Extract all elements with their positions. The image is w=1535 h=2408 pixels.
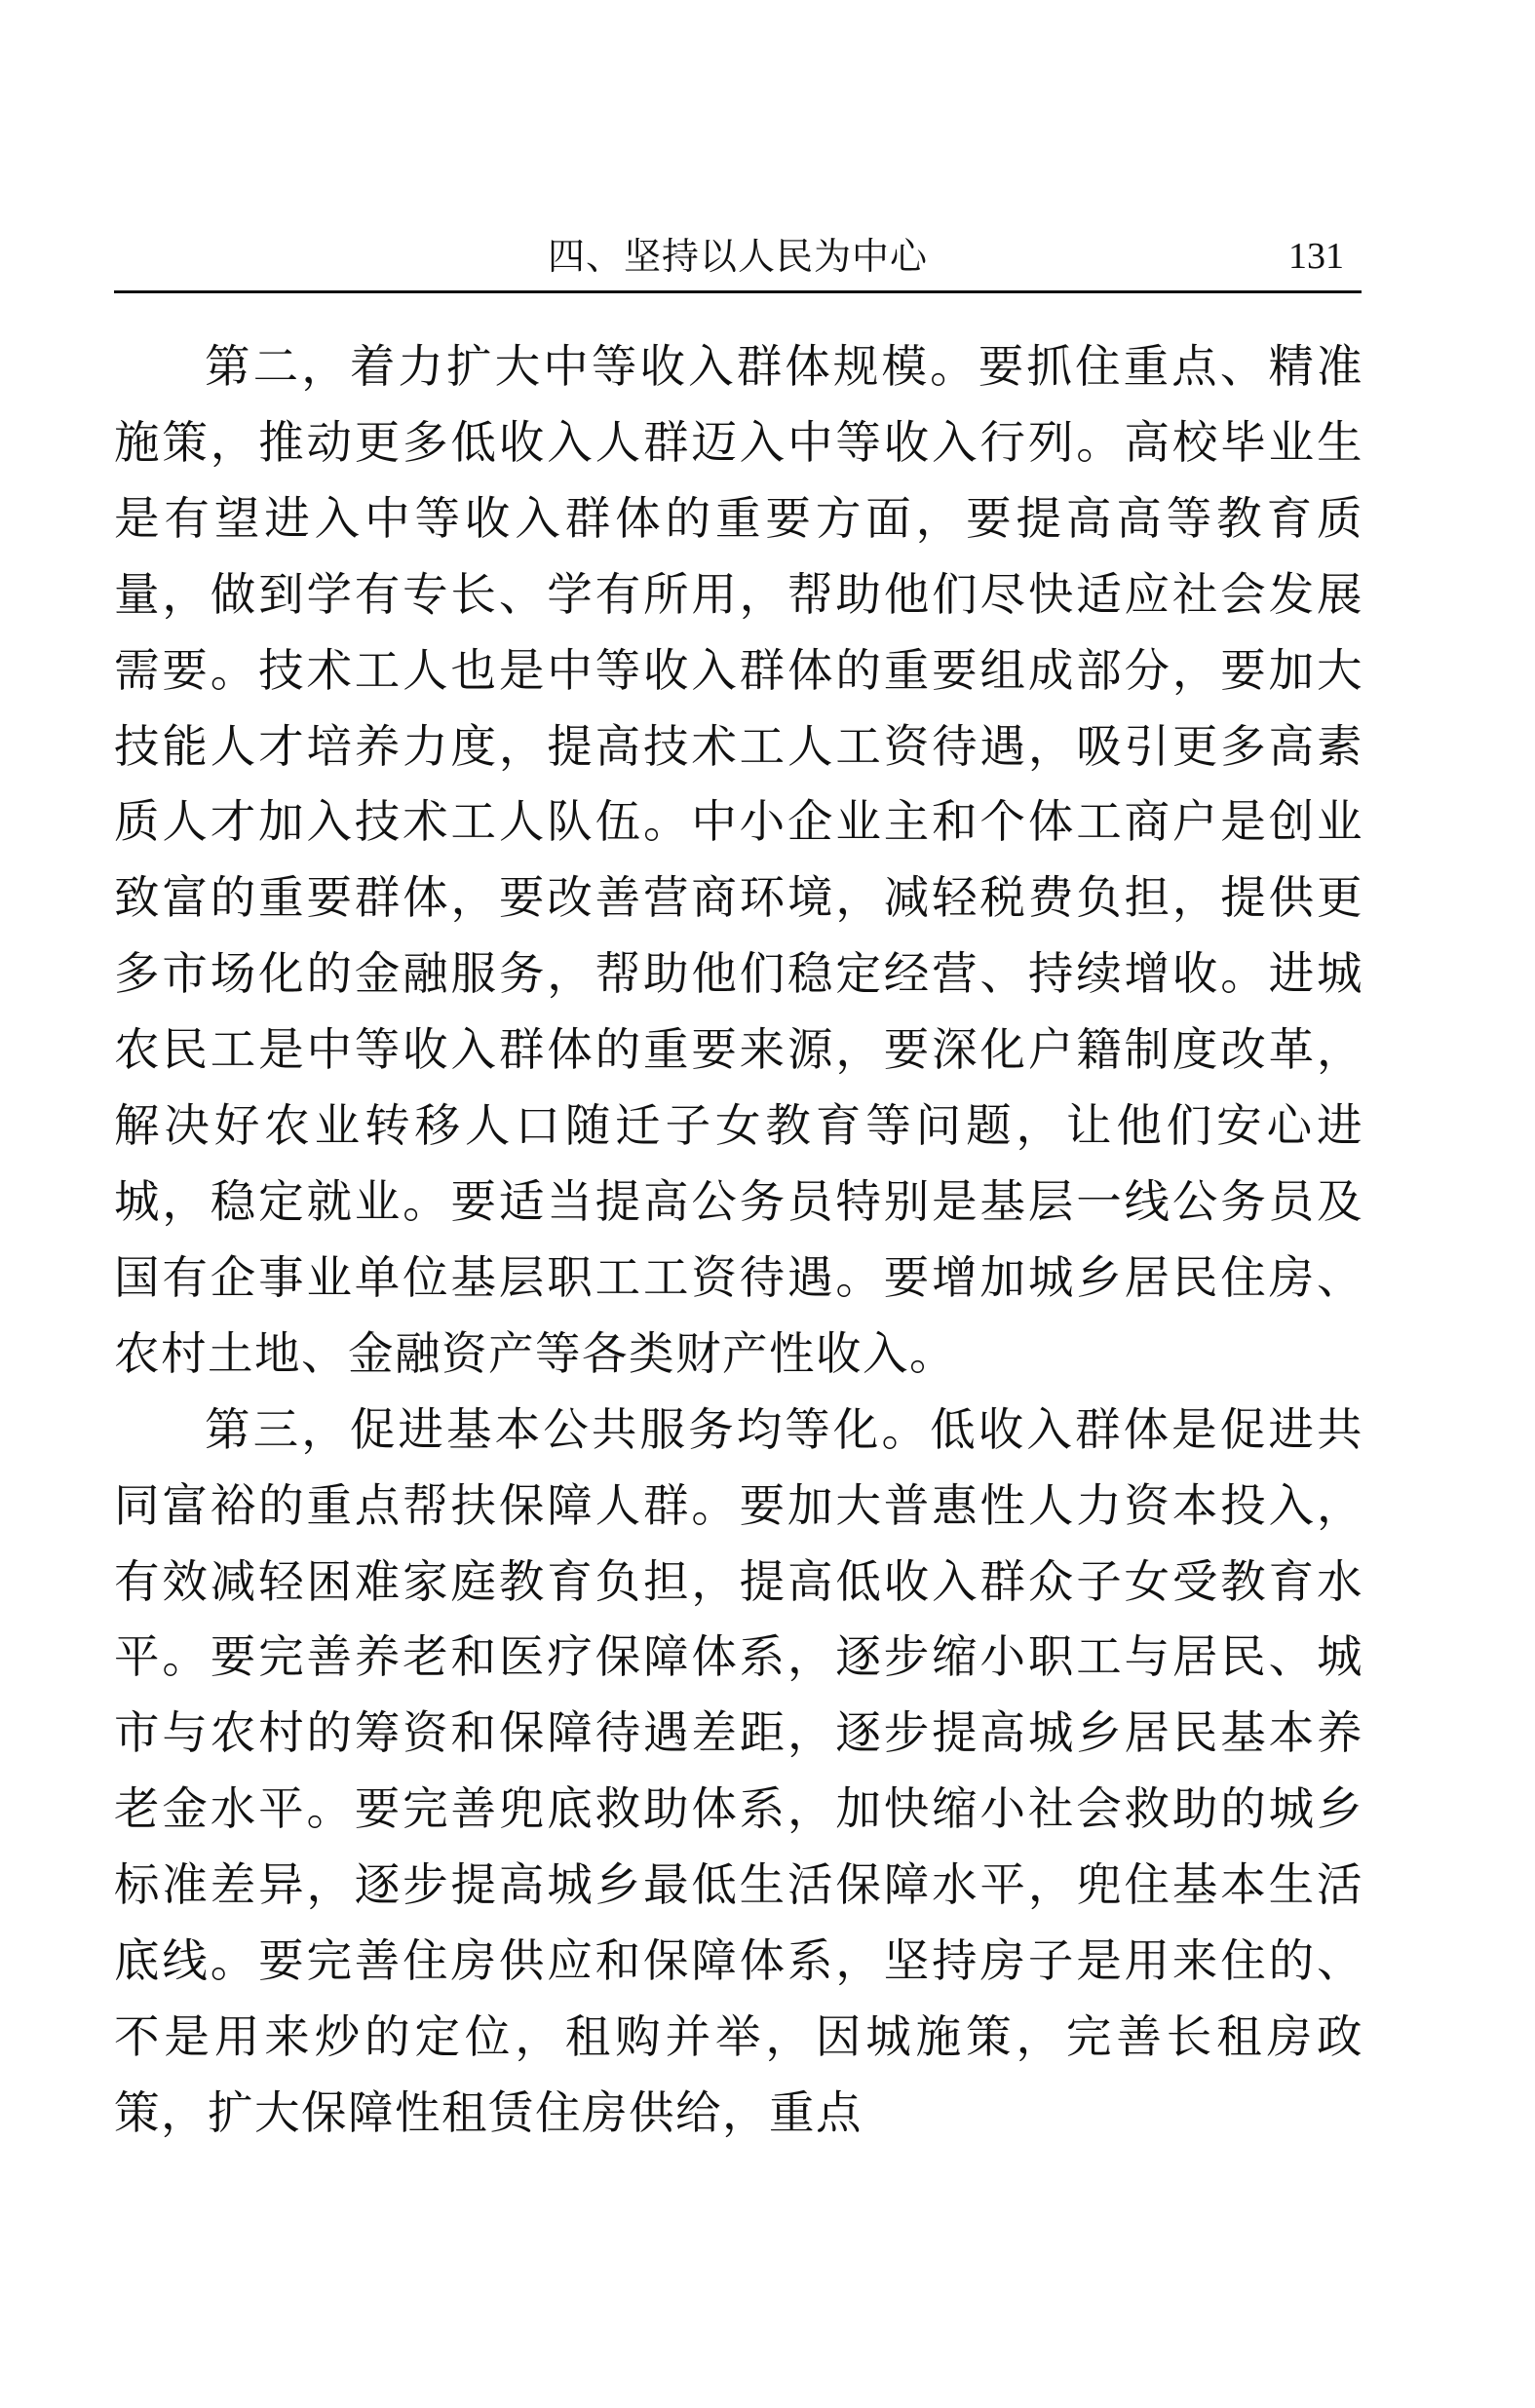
running-header bbox=[114, 226, 1362, 287]
header-rule bbox=[114, 290, 1362, 293]
paragraph-third: 第三，促进基本公共服务均等化。低收入群体是促进共同富裕的重点帮扶保障人群。要加大普惠性人力资本投入，有效减轻困难家庭教育负担，提高低收入群众子女受教育水平。要完善养老和医疗保障体系，逐步缩小职工与居民、城市与农村的筹资和保障待遇差距，逐步提高城乡居民基本养老金水平。要完善兜底救助体系，加快缩小社会救助的城乡标准差异，逐步提高城乡最低生活保障水平，兜住基本生活底线。要完善住房供应和保障体系，坚持房子是用来住的、不是用来炒的定位，租购并举，因城施策，完善长租房政策，扩大保障性租赁住房供给，重点 bbox=[114, 1402, 1363, 2139]
paragraph-second: 第二，着力扩大中等收入群体规模。要抓住重点、精准施策，推动更多低收入人群迈入中等收入行列。高校毕业生是有望进入中等收入群体的重要方面，要提高高等教育质量，做到学有专长、学有所用，帮助他们尽快适应社会发展需要。技术工人也是中等收入群体的重要组成部分，要加大技能人才培养力度，提高技术工人工资待遇，吸引更多高素质人才加入技术工人队伍。中小企业主和个体工商户是创业致富的重要群体，要改善营商环境，减轻税费负担，提供更多市场化的金融服务，帮助他们稳定经营、持续增收。进城农民工是中等收入群体的重要来源，要深化户籍制度改革，解决好农业转移人口随迁子女教育等问题，让他们安心进城，稳定就业。要适当提高公务员特别是基层一线公务员及国有企事业单位基层职工工资待遇。要增加城乡居民住房、农村土地、金融资产等各类财产性收入。 bbox=[114, 340, 1363, 1380]
page-number: 131 bbox=[1288, 236, 1344, 277]
body-text bbox=[114, 329, 1363, 2152]
chapter-title: 四、坚持以人民为中心 bbox=[547, 235, 928, 278]
